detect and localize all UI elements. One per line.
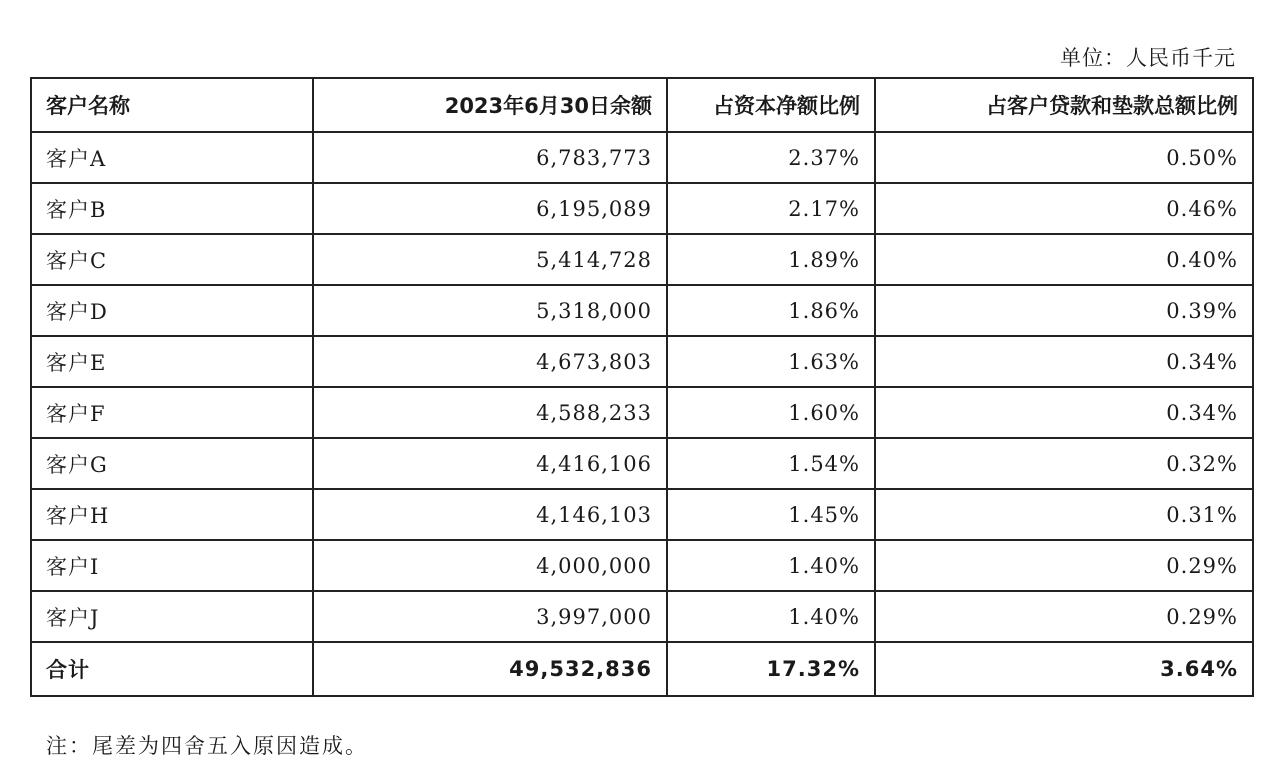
total-label-cell: 合计 [31, 642, 313, 696]
header-customer-name: 客户名称 [31, 78, 313, 132]
header-loan-ratio: 占客户贷款和垫款总额比例 [875, 78, 1253, 132]
customer-name-cell: 客户J [31, 591, 313, 642]
loan-ratio-cell: 0.46% [875, 183, 1253, 234]
table-row [31, 438, 1253, 489]
capital-ratio-cell: 1.63% [667, 336, 875, 387]
balance-cell: 4,673,803 [313, 336, 667, 387]
customer-name-cell: 客户E [31, 336, 313, 387]
customer-name-cell: 客户C [31, 234, 313, 285]
loan-ratio-cell: 0.29% [875, 591, 1253, 642]
total-row [31, 642, 1253, 696]
header-capital-ratio: 占资本净额比例 [667, 78, 875, 132]
table-header-row [31, 78, 1253, 132]
loan-ratio-cell: 0.34% [875, 336, 1253, 387]
total-capital-ratio-cell: 17.32% [667, 642, 875, 696]
concentration-table [30, 77, 1254, 697]
loan-ratio-cell: 0.31% [875, 489, 1253, 540]
balance-cell: 3,997,000 [313, 591, 667, 642]
capital-ratio-cell: 1.60% [667, 387, 875, 438]
loan-ratio-cell: 0.40% [875, 234, 1253, 285]
loan-ratio-cell: 0.34% [875, 387, 1253, 438]
balance-cell: 6,195,089 [313, 183, 667, 234]
total-balance-cell: 49,532,836 [313, 642, 667, 696]
table-row [31, 285, 1253, 336]
unit-label: 单位：人民币千元 [1060, 46, 1236, 70]
balance-cell: 5,318,000 [313, 285, 667, 336]
balance-cell: 4,000,000 [313, 540, 667, 591]
loan-ratio-cell: 0.29% [875, 540, 1253, 591]
balance-cell: 4,416,106 [313, 438, 667, 489]
table-row [31, 132, 1253, 183]
capital-ratio-cell: 1.40% [667, 591, 875, 642]
table-row [31, 540, 1253, 591]
customer-name-cell: 客户B [31, 183, 313, 234]
table-row [31, 183, 1253, 234]
capital-ratio-cell: 1.89% [667, 234, 875, 285]
table-row [31, 489, 1253, 540]
loan-ratio-cell: 0.39% [875, 285, 1253, 336]
customer-name-cell: 客户A [31, 132, 313, 183]
capital-ratio-cell: 1.54% [667, 438, 875, 489]
balance-cell: 5,414,728 [313, 234, 667, 285]
table-row [31, 591, 1253, 642]
total-loan-ratio-cell: 3.64% [875, 642, 1253, 696]
capital-ratio-cell: 2.17% [667, 183, 875, 234]
loan-ratio-cell: 0.50% [875, 132, 1253, 183]
table-row [31, 387, 1253, 438]
capital-ratio-cell: 1.40% [667, 540, 875, 591]
customer-name-cell: 客户G [31, 438, 313, 489]
customer-name-cell: 客户H [31, 489, 313, 540]
capital-ratio-cell: 2.37% [667, 132, 875, 183]
customer-name-cell: 客户D [31, 285, 313, 336]
loan-ratio-cell: 0.32% [875, 438, 1253, 489]
customer-name-cell: 客户I [31, 540, 313, 591]
table-row [31, 234, 1253, 285]
footnote: 注：尾差为四舍五入原因造成。 [46, 734, 368, 758]
customer-name-cell: 客户F [31, 387, 313, 438]
capital-ratio-cell: 1.45% [667, 489, 875, 540]
table-row [31, 336, 1253, 387]
balance-cell: 6,783,773 [313, 132, 667, 183]
balance-cell: 4,146,103 [313, 489, 667, 540]
balance-cell: 4,588,233 [313, 387, 667, 438]
capital-ratio-cell: 1.86% [667, 285, 875, 336]
header-balance: 2023年6月30日余额 [313, 78, 667, 132]
